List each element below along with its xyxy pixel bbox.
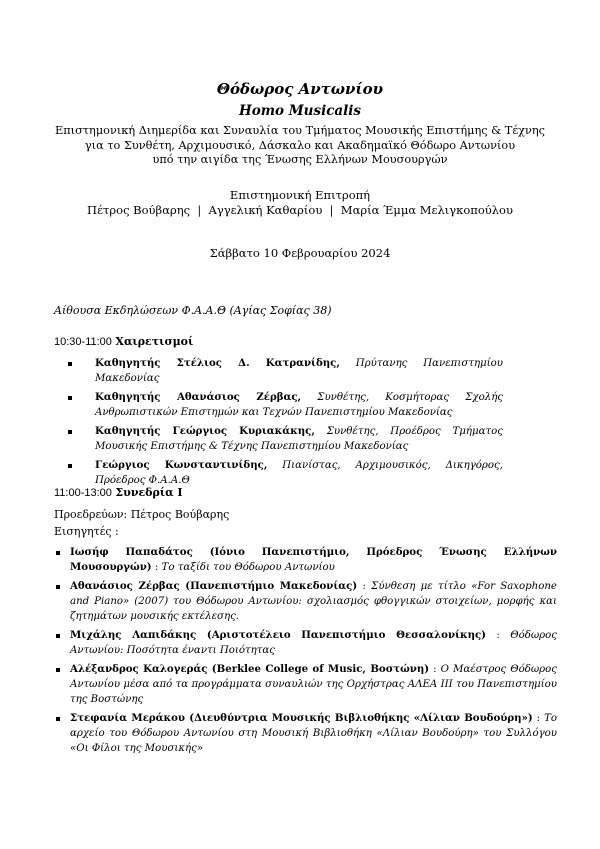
- description-line: Επιστημονική Διημερίδα και Συναυλία του Τμήματος Μουσικής Επιστήμης & Τέχνης: [55, 124, 545, 137]
- description-line: για το Συνθέτη, Αρχιμουσικό, Δάσκαλο και Ακαδημαϊκό Θόδωρο Αντωνίου: [84, 138, 516, 152]
- list-item: Καθηγητής Αθανάσιος Ζέρβας, Συνθέτης, Κοσμήτορας Σχολής Ανθρωπιστικών Επιστημών και Τεχνών Πανεπιστημίου Μακεδονίας: [95, 391, 503, 418]
- list-item: Μιχάλης Λαπιδάκης (Αριστοτέλειο Πανεπιστήμιο Θεσσαλονίκης) : Θόδωρος Αντωνίου: Ποσότητα έναντι Ποιότητας: [70, 629, 557, 656]
- list-item: Στεφανία Μεράκου (Διευθύντρια Μουσικής Βιβλιοθήκης «Λίλιαν Βουδούρη») : Το αρχείο του Θόδωρου Αντωνίου στη Μουσική Βιβλιοθήκη «Λίλιαν Βουδούρη» του Συλλόγου «Οι Φίλοι της Μουσικής»: [70, 712, 557, 754]
- event-description: [0, 124, 600, 168]
- slot-label: Χαιρετισμοί: [115, 335, 194, 348]
- list-item: Καθηγητής Στέλιος Δ. Κατρανίδης, Πρύτανης Πανεπιστημίου Μακεδονίας: [95, 357, 503, 384]
- scientific-committee: [0, 188, 600, 218]
- slot-label: Συνεδρία Ι: [115, 486, 183, 499]
- speakers-label: Εισηγητές :: [54, 525, 119, 538]
- speakers-list: [70, 545, 557, 760]
- list-item: Καθηγητής Γεώργιος Κυριακάκης, Συνθέτης, Προέδρος Τμήματος Μουσικής Επιστήμης & Τέχνης Πανεπιστημίου Μακεδονίας: [95, 425, 503, 452]
- venue: Αίθουσα Εκδηλώσεων Φ.Α.Α.Θ (Αγίας Σοφίας 38): [54, 304, 332, 317]
- document-title: Θόδωρος Αντωνίου: [216, 80, 384, 98]
- description-line: υπό την αιγίδα της Ένωσης Ελλήνων Μουσουργών: [152, 153, 448, 166]
- list-item: Αθανάσιος Ζέρβας (Πανεπιστήμιο Μακεδονίας) : Σύνθεση με τίτλο «For Saxophone and Piano» (2007) του Θόδωρου Αντωνίου: σχολιασμός φθογγικών στοιχείων, μορφής και ζητημάτων μουσικής εκτέλεσης.: [70, 580, 557, 622]
- list-item: Αλέξανδρος Καλογεράς (Berklee College of Music, Βοστώνη) : Ο Μαέστρος Θόδωρος Αντωνίου μέσα από τα προγράμματα συναυλιών της Ορχήστρας ΑΛΕΑ ΙΙΙ του Πανεπιστημίου της Βοστώνης: [70, 663, 557, 705]
- welcome-list: [95, 356, 503, 492]
- welcome-slot-heading: [54, 335, 193, 348]
- event-date: Σάββατο 10 Φεβρουαρίου 2024: [209, 246, 391, 260]
- session-chair: Προεδρεύων: Πέτρος Βούβαρης: [54, 508, 230, 521]
- list-item: Γεώργιος Κωνσταντινίδης, Πιανίστας, Αρχιμουσικός, Δικηγόρος, Πρόεδρος Φ.Α.Α.Θ: [95, 459, 504, 486]
- slot-time: 10:30-11:00: [54, 336, 112, 348]
- document-subtitle: Homo Musicalis: [238, 103, 362, 119]
- committee-title: Επιστημονική Επιτροπή: [229, 188, 371, 202]
- slot-time: 11:00-13:00: [54, 487, 112, 499]
- list-item: Ιωσήφ Παπαδάτος (Ιόνιο Πανεπιστήμιο, Πρόεδρος Ένωσης Ελλήνων Μουσουργών) : Το ταξίδι του Θόδωρου Αντωνίου: [70, 546, 557, 573]
- committee-members: Πέτρος Βούβαρης | Αγγελική Καθαρίου | Μαρία Έμμα Μελιγκοπούλου: [87, 203, 513, 217]
- session1-slot-heading: [54, 486, 183, 499]
